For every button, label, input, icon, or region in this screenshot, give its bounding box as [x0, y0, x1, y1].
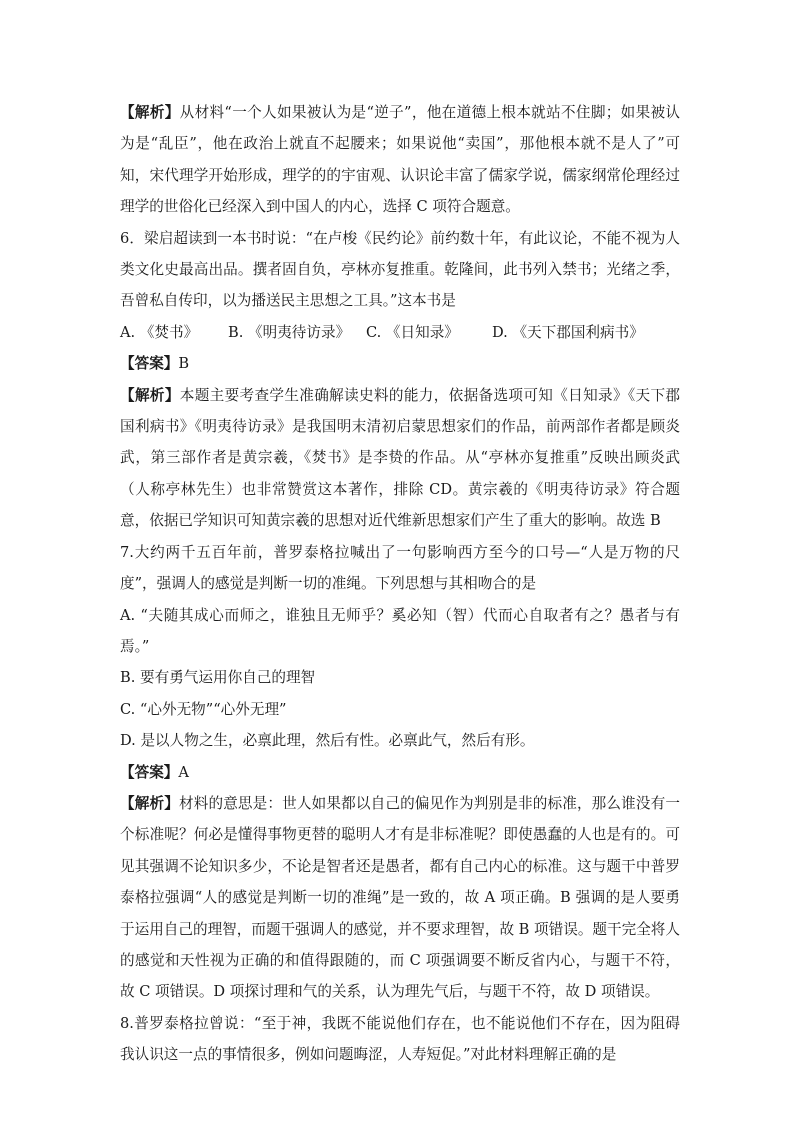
- analysis-text: 从材料“一个人如果被认为是“逆子”，他在道德上根本就站不住脚；如果被认为是“乱臣”，他在政治上就直不起腰来；如果说他“卖国”，那他根本就不是人了”可知，宋代理学开始形成，理学的的宇宙观、认识论丰富了儒家学说，儒家纲常伦理经过理学的世俗化已经深入到中国人的内心，选择 C 项符合题意。: [120, 104, 680, 216]
- option-c: C. “心外无物”“心外无理”: [120, 700, 287, 718]
- q6-options: [120, 317, 680, 348]
- q7-stem: 7.大约两千五百年前，普罗泰格拉喊出了一句影响西方至今的口号—“人是万物的尺度”，强调人的感觉是判断一切的准绳。下列思想与其相吻合的是: [120, 543, 680, 593]
- analysis-tag: 【解析】: [120, 104, 180, 121]
- q6-answer: [120, 348, 680, 379]
- option-a: A. “夫随其成心而师之，谁独且无师乎？奚必知（智）代而心自取者有之？愚者与有焉。”: [120, 606, 680, 655]
- q8-stem: 8.普罗泰格拉曾说：“至于神，我既不能说他们存在，也不能说他们不存在，因为阻碍我认识这一点的事情很多，例如问题晦涩，人寿短促。”对此材料理解正确的是: [120, 1014, 680, 1064]
- answer-value: A: [178, 763, 189, 781]
- option-c: C. 《日知录》: [366, 323, 459, 341]
- option-d: D. 是以人物之生，必禀此理，然后有性。必禀此气，然后有形。: [120, 732, 535, 750]
- option-d: D. 《天下郡国利病书》: [492, 323, 644, 341]
- analysis-text: 本题主要考查学生准确解读史料的能力，依据备选项可知《日知录》《天下郡国利病书》《明夷待访录》是我国明末清初启蒙思想家们的作品，前两部作者都是顾炎武，第三部作者是黄宗羲，《焚书》是李贽的作品。从“亭林亦复推重”反映出顾炎武（人称亭林先生）也非常赞赏这本著作，排除 CD。黄宗羲的《明夷待访录》符合题意，依据已学知识可知黄宗羲的思想对近代维新思想家们产生了重大的影响。故选 B: [120, 386, 680, 530]
- answer-tag: 【答案】: [120, 355, 179, 373]
- option-b: B. 《明夷待访录》: [228, 323, 351, 341]
- q7-answer: [120, 757, 680, 788]
- analysis-text: 材料的意思是：世人如果都以自己的偏见作为判别是非的标准，那么谁没有一个标准呢？何必是懂得事物更替的聪明人才有是非标准呢？即使愚蠢的人也是有的。可见其强调不论知识多少，不论是智者还是愚者，都有自己内心的标准。这与题干中普罗泰格拉强调“人的感觉是判断一切的准绳”是一致的，故 A 项正确。B 强调的是人要勇于运用自己的理智，而题干强调人的感觉，并不要求理智，故 B 项错误。题干完全将人的感觉和天性视为正确的和值得跟随的，而 C 项强调要不断反省内心，与题干不符，故 C 项错误。D 项探讨理和气的关系，认为理先气后，与题干不符，故 D 项错误。: [120, 794, 680, 1001]
- q6-stem: 6．梁启超读到一本书时说：“在卢梭《民约论》前约数十年，有此议论，不能不视为人类文化史最高出品。撰者固自负，亭林亦复推重。乾隆间，此书列入禁书；光绪之季，吾曾私自传印，以为播送民主思想之工具。”这本书是: [120, 229, 680, 310]
- option-a: A. 《焚书》: [120, 323, 199, 341]
- analysis-tag: 【解析】: [120, 794, 179, 812]
- document-content: [120, 97, 680, 1071]
- answer-value: B: [178, 355, 190, 373]
- q6-analysis: [120, 380, 680, 537]
- q5-analysis: [120, 97, 680, 223]
- answer-tag: 【答案】: [120, 763, 179, 781]
- analysis-tag: 【解析】: [120, 386, 180, 404]
- option-b: B. 要有勇气运用你自己的理智: [120, 669, 316, 687]
- q7-analysis: [120, 788, 680, 1008]
